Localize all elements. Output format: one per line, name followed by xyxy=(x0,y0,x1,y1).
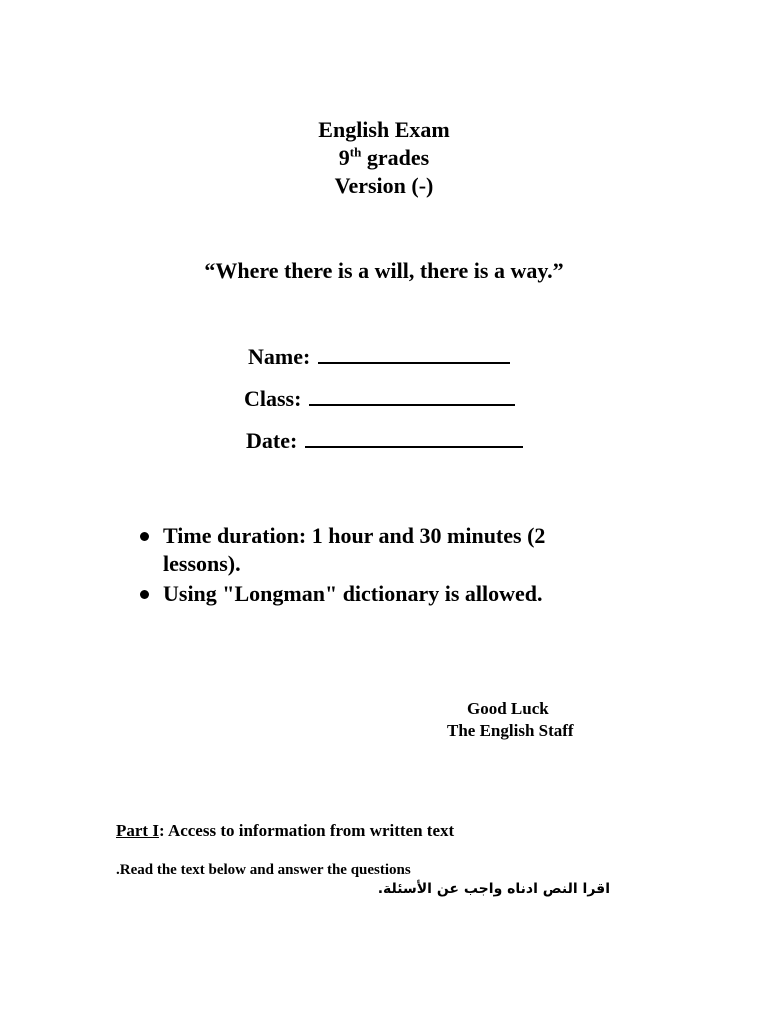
name-blank-line[interactable] xyxy=(318,340,510,364)
grade-word: grades xyxy=(366,145,430,170)
staff-signature: The English Staff xyxy=(447,721,574,740)
instruction-english: .Read the text below and answer the questions xyxy=(116,862,411,878)
part-subtitle: : Access to information from written text xyxy=(158,821,455,840)
good-luck-text: Good Luck xyxy=(467,699,549,718)
grade-suffix: th xyxy=(349,144,362,160)
class-label: Class: xyxy=(244,386,302,411)
grade-line xyxy=(0,144,768,172)
name-label: Name: xyxy=(248,344,311,369)
date-blank-line[interactable] xyxy=(305,424,523,448)
grade-number: 9 xyxy=(338,145,350,170)
list-item xyxy=(136,580,626,608)
instruction-text: Time duration: 1 hour and 30 minutes (2 lessons). xyxy=(163,523,546,576)
date-field xyxy=(246,424,523,456)
version-line: Version (-) xyxy=(334,173,434,198)
part-heading xyxy=(116,818,454,844)
part-title: Part I xyxy=(116,821,159,840)
list-item xyxy=(136,522,626,578)
date-label: Date: xyxy=(246,428,298,453)
instructions-list xyxy=(136,522,626,610)
bullet-icon xyxy=(140,590,149,599)
name-field xyxy=(248,340,510,372)
motivational-quote: “Where there is a will, there is a way.” xyxy=(204,258,564,283)
class-field xyxy=(244,382,515,414)
class-blank-line[interactable] xyxy=(309,382,515,406)
exam-title: English Exam xyxy=(318,117,450,142)
instruction-text: Using "Longman" dictionary is allowed. xyxy=(163,581,543,606)
bullet-icon xyxy=(140,532,149,541)
instruction-arabic: اقرا النص ادناه واجب عن الأسئلة. xyxy=(377,881,610,897)
